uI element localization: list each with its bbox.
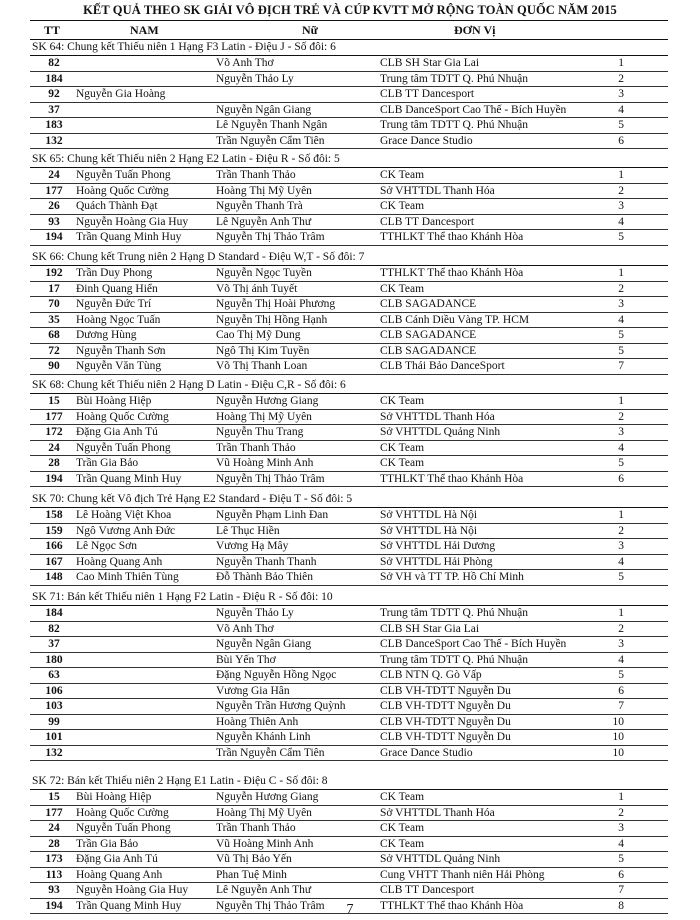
table-row [30,868,668,884]
female-dancer: Nguyễn Ngọc Tuyền [216,267,312,279]
couple-number: 113 [45,868,63,881]
couple-number: 183 [45,119,63,131]
table-row [30,730,668,746]
placement: 4 [618,837,624,850]
couple-number: 158 [45,509,63,521]
female-dancer: Hoàng Thị Mỹ Uyên [216,410,312,423]
female-dancer: Võ Thị ánh Tuyết [216,282,298,295]
couple-number: 72 [48,344,60,357]
placement: 3 [618,298,624,310]
table-row [30,637,668,653]
table-row [30,821,668,837]
female-dancer: Nguyễn Ngân Giang [216,103,312,116]
male-dancer: Nguyễn Đức Trí [76,298,152,310]
table-row [30,344,668,360]
placement: 6 [618,472,624,485]
couple-number: 194 [45,472,63,485]
placement: 1 [618,395,624,407]
table-row [30,622,668,638]
placement: 10 [612,731,624,743]
female-dancer: Nguyễn Thị Thảo Trâm [216,231,325,243]
placement: 6 [618,134,624,147]
couple-number: 93 [48,884,60,896]
table-row [30,746,668,762]
male-dancer: Dương Hùng [76,329,137,341]
male-dancer: Hoàng Quốc Cường [76,184,169,197]
couple-number: 177 [45,806,63,819]
club-name: CLB VH-TDTT Nguyễn Du [380,684,511,697]
placement: 3 [618,540,624,552]
couple-number: 24 [48,822,60,834]
club-name: Sở VHTTDL Hà Nội [380,524,478,537]
event-title: SK 65: Chung kết Thiếu niên 2 Hạng E2 Latin - Điệu R - Số đôi: 5 [30,152,668,168]
event-section [30,378,668,487]
club-name: CK Team [380,169,425,181]
club-name: Sở VH và TT TP. Hồ Chí Minh [380,571,524,583]
table-row [30,215,668,231]
event-title: SK 70: Chung kết Vô địch Trẻ Hạng E2 Standard - Điệu T - Số đôi: 5 [30,492,668,508]
couple-number: 82 [48,57,60,69]
placement: 2 [618,524,624,537]
event-section [30,590,668,761]
placement: 2 [618,282,624,295]
placement: 5 [618,231,624,243]
placement: 2 [618,806,624,819]
male-dancer: Bùi Hoàng Hiệp [76,791,152,803]
female-dancer: Võ Anh Thơ [216,57,274,69]
table-row [30,883,668,899]
placement: 5 [618,457,624,469]
club-name: CK Team [380,282,425,295]
placement: 3 [618,426,624,438]
page-number: 7 [346,902,354,917]
female-dancer: Trần Thanh Thảo [216,169,296,181]
male-dancer: Trần Gia Bảo [76,837,139,850]
placement: 5 [618,571,624,583]
couple-number: 106 [45,684,63,697]
couple-number: 68 [48,329,60,341]
table-row [30,806,668,822]
couple-number: 92 [48,88,60,100]
male-dancer: Lê Hoàng Việt Khoa [76,509,172,521]
club-name: CLB TT Dancesport [380,88,475,100]
couple-number: 93 [48,215,60,228]
female-dancer: Bùi Yến Thơ [216,653,276,666]
female-dancer: Đỗ Thành Bảo Thiên [216,571,313,583]
couple-number: 194 [45,899,63,912]
placement: 7 [618,884,624,896]
male-dancer: Nguyễn Tuấn Phong [76,822,171,834]
male-dancer: Nguyễn Tuấn Phong [76,441,171,454]
placement: 3 [618,822,624,834]
club-name: CLB DanceSport Cao Thế - Bích Huyền [380,638,567,650]
couple-number: 148 [45,571,63,583]
club-name: CLB TT Dancesport [380,215,475,228]
club-name: Sở VHTTDL Thanh Hóa [380,410,495,423]
female-dancer: Nguyễn Hương Giang [216,395,319,407]
couple-number: 82 [48,622,60,635]
table-row [30,297,668,313]
placement: 5 [618,669,624,681]
club-name: Sở VHTTDL Hà Nội [380,509,478,521]
female-dancer: Lê Nguyễn Anh Thư [216,884,312,896]
club-name: Sở VHTTDL Hải Phòng [380,555,493,568]
placement: 2 [618,184,624,197]
placement: 5 [618,853,624,865]
table-row [30,456,668,472]
club-name: CLB Thái Bảo DanceSport [380,360,505,372]
placement: 1 [618,267,624,279]
female-dancer: Trần Nguyễn Cẩm Tiên [216,134,325,147]
couple-number: 184 [45,607,63,619]
placement: 2 [618,72,624,85]
female-dancer: Nguyễn Thảo Ly [216,607,294,619]
event-section [30,492,668,586]
male-dancer: Bùi Hoàng Hiệp [76,395,152,407]
club-name: TTHLKT Thể thao Khánh Hòa [380,899,524,912]
female-dancer: Ngô Thị Kim Tuyền [216,344,310,357]
club-name: CLB VH-TDTT Nguyễn Du [380,700,511,712]
table-row [30,394,668,410]
event-section [30,40,668,149]
couple-number: 173 [45,853,63,865]
placement: 5 [618,119,624,131]
event-title: SK 71: Bán kết Thiếu niên 1 Hạng F2 Latin - Điệu R - Số đôi: 10 [30,590,668,606]
table-row [30,715,668,731]
female-dancer: Nguyễn Thanh Trà [216,200,303,212]
placement: 1 [618,509,624,521]
table-row [30,425,668,441]
male-dancer: Hoàng Quốc Cường [76,806,169,819]
male-dancer: Lê Ngọc Sơn [76,540,138,552]
male-dancer: Hoàng Quang Anh [76,868,163,881]
male-dancer: Đinh Quang Hiển [76,282,158,295]
placement: 3 [618,638,624,650]
couple-number: 132 [45,134,63,147]
placement: 6 [618,684,624,697]
female-dancer: Nguyễn Thị Hoài Phương [216,298,336,310]
couple-number: 15 [48,791,60,803]
placement: 10 [612,746,624,759]
female-dancer: Hoàng Thiên Anh [216,715,299,728]
placement: 5 [618,344,624,357]
table-row [30,524,668,540]
couple-number: 99 [48,715,60,728]
couple-number: 37 [48,638,60,650]
female-dancer: Nguyễn Thanh Thanh [216,555,317,568]
couple-number: 90 [48,360,60,372]
table-row [30,266,668,282]
couple-number: 166 [45,540,63,552]
female-dancer: Nguyễn Thu Trang [216,426,304,438]
female-dancer: Nguyễn Thị Thảo Trâm [216,472,325,485]
club-name: CLB SAGADANCE [380,344,477,357]
male-dancer: Hoàng Ngọc Tuấn [76,313,161,326]
table-row [30,852,668,868]
female-dancer: Trần Nguyễn Cẩm Tiên [216,746,325,759]
couple-number: 35 [48,313,60,326]
placement: 3 [618,200,624,212]
male-dancer: Nguyễn Thanh Sơn [76,344,166,357]
female-dancer: Nguyễn Khánh Linh [216,731,311,743]
female-dancer: Trần Thanh Thảo [216,441,296,454]
club-name: CK Team [380,837,425,850]
male-dancer: Cao Minh Thiên Tùng [76,571,179,583]
club-name: CLB Cánh Diều Vàng TP. HCM [380,313,530,326]
couple-number: 192 [45,267,63,279]
placement: 5 [618,329,624,341]
male-dancer: Đặng Gia Anh Tú [76,853,158,865]
club-name: Trung tâm TDTT Q. Phú Nhuận [380,607,529,619]
club-name: CLB SH Star Gia Lai [380,57,480,69]
male-dancer: Nguyễn Gia Hoàng [76,88,166,100]
female-dancer: Hoàng Thị Mỹ Uyên [216,806,312,819]
placement: 1 [618,607,624,619]
female-dancer: Hoàng Thị Mỹ Uyên [216,184,312,197]
club-name: CLB SH Star Gia Lai [380,622,480,635]
female-dancer: Lê Nguyễn Thanh Ngân [216,119,328,131]
table-row [30,103,668,119]
placement: 1 [618,791,624,803]
club-name: CK Team [380,457,425,469]
couple-number: 24 [48,441,60,454]
female-dancer: Nguyễn Thị Thảo Trâm [216,899,325,912]
column-header-tt: TT [44,23,61,37]
table-row [30,184,668,200]
table-row [30,118,668,134]
club-name: Sở VHTTDL Hải Dương [380,540,496,552]
placement: 1 [618,57,624,69]
club-name: Sở VHTTDL Quảng Ninh [380,426,501,438]
couple-number: 26 [48,200,60,212]
table-row [30,328,668,344]
couple-number: 70 [48,298,60,310]
placement: 10 [612,715,624,728]
table-row [30,555,668,571]
female-dancer: Trần Thanh Thảo [216,822,296,834]
male-dancer: Nguyễn Hoàng Gia Huy [76,215,189,228]
placement: 2 [618,410,624,423]
placement: 6 [618,868,624,881]
female-dancer: Vũ Thị Bảo Yến [216,853,292,865]
male-dancer: Trần Quang Minh Huy [76,899,182,912]
table-row [30,668,668,684]
table-row [30,199,668,215]
couple-number: 184 [45,72,63,85]
club-name: Trung tâm TDTT Q. Phú Nhuận [380,72,529,85]
female-dancer: Cao Thị Mỹ Dung [216,329,301,341]
couple-number: 172 [45,426,63,438]
male-dancer: Hoàng Quang Anh [76,555,163,568]
placement: 4 [618,653,624,666]
table-row [30,472,668,488]
table-row [30,606,668,622]
female-dancer: Đặng Nguyễn Hồng Ngọc [216,669,337,681]
placement: 4 [618,441,624,454]
club-name: CK Team [380,822,425,834]
event-title: SK 72: Bán kết Thiếu niên 2 Hạng E1 Latin - Điệu C - Số đôi: 8 [30,774,668,790]
table-row [30,790,668,806]
column-header-don-vi: ĐƠN Vị [454,23,496,37]
event-section [30,152,668,246]
event-section [30,250,668,375]
placement: 8 [618,899,624,912]
table-row [30,441,668,457]
club-name: TTHLKT Thể thao Khánh Hòa [380,231,524,243]
placement: 4 [618,103,624,116]
male-dancer: Ngô Vương Anh Đức [76,524,176,537]
couple-number: 101 [45,731,63,743]
table-row [30,230,668,246]
club-name: CK Team [380,200,425,212]
male-dancer: Hoàng Quốc Cường [76,410,169,423]
table-row [30,359,668,375]
table-header [30,20,668,40]
couple-number: 177 [45,184,63,197]
female-dancer: Vũ Hoàng Minh Anh [216,457,314,469]
club-name: CLB NTN Q. Gò Vấp [380,669,482,681]
female-dancer: Vương Hạ Mây [216,540,289,552]
female-dancer: Nguyễn Hương Giang [216,791,319,803]
couple-number: 177 [45,410,63,423]
club-name: Trung tâm TDTT Q. Phú Nhuận [380,119,529,131]
table-row [30,653,668,669]
club-name: Sở VHTTDL Thanh Hóa [380,184,495,197]
female-dancer: Nguyễn Ngân Giang [216,638,312,650]
male-dancer: Trần Duy Phong [76,267,153,279]
male-dancer: Trần Gia Bảo [76,457,139,469]
club-name: CLB DanceSport Cao Thế - Bích Huyền [380,103,567,116]
placement: 4 [618,555,624,568]
table-row [30,134,668,150]
placement: 7 [618,700,624,712]
couple-number: 167 [45,555,63,568]
club-name: Grace Dance Studio [380,134,473,147]
female-dancer: Võ Thị Thanh Loan [216,360,308,372]
club-name: TTHLKT Thể thao Khánh Hòa [380,472,524,485]
male-dancer: Nguyễn Tuấn Phong [76,169,171,181]
table-row [30,56,668,72]
club-name: CK Team [380,441,425,454]
placement: 7 [618,360,624,372]
club-name: CK Team [380,791,425,803]
female-dancer: Nguyễn Phạm Linh Đan [216,509,329,521]
club-name: Sở VHTTDL Quảng Ninh [380,853,501,865]
table-row [30,168,668,184]
column-header-nu: Nữ [302,23,318,37]
placement: 4 [618,313,624,326]
male-dancer: Quách Thành Đạt [76,200,158,212]
couple-number: 180 [45,653,63,666]
female-dancer: Phan Tuệ Minh [216,868,287,881]
event-title: SK 68: Chung kết Thiếu niên 2 Hạng D Latin - Điệu C,R - Số đôi: 6 [30,378,668,394]
event-title: SK 66: Chung kết Trung niên 2 Hạng D Standard - Điệu W,T - Số đôi: 7 [30,250,668,266]
couple-number: 28 [48,457,60,469]
couple-number: 132 [45,746,63,759]
female-dancer: Nguyễn Thị Hồng Hạnh [216,313,328,326]
couple-number: 159 [45,524,63,537]
table-row [30,570,668,586]
couple-number: 24 [48,169,60,181]
table-row [30,313,668,329]
table-row [30,410,668,426]
couple-number: 194 [45,231,63,243]
club-name: CLB VH-TDTT Nguyễn Du [380,715,511,728]
club-name: CLB SAGADANCE [380,298,477,310]
club-name: CLB VH-TDTT Nguyễn Du [380,731,511,743]
club-name: CLB SAGADANCE [380,329,477,341]
couple-number: 63 [48,669,60,681]
couple-number: 103 [45,700,63,712]
female-dancer: Lê Nguyễn Anh Thư [216,215,312,228]
couple-number: 17 [48,282,60,295]
table-row [30,508,668,524]
female-dancer: Nguyễn Thảo Ly [216,72,294,85]
male-dancer: Đặng Gia Anh Tú [76,426,158,438]
table-row [30,699,668,715]
club-name: TTHLKT Thể thao Khánh Hòa [380,267,524,279]
male-dancer: Nguyễn Hoàng Gia Huy [76,884,189,896]
male-dancer: Nguyễn Văn Tùng [76,360,162,372]
male-dancer: Trần Quang Minh Huy [76,472,182,485]
table-row [30,837,668,853]
male-dancer: Trần Quang Minh Huy [76,231,182,243]
event-title: SK 64: Chung kết Thiếu niên 1 Hạng F3 Latin - Điệu J - Số đôi: 6 [30,40,668,56]
club-name: CK Team [380,395,425,407]
club-name: Grace Dance Studio [380,746,473,759]
table-row [30,72,668,88]
club-name: Trung tâm TDTT Q. Phú Nhuận [380,653,529,666]
table-row [30,539,668,555]
placement: 1 [618,169,624,181]
placement: 4 [618,215,624,228]
female-dancer: Lê Thục Hiền [216,524,280,537]
table-row [30,87,668,103]
couple-number: 28 [48,837,60,850]
event-section [30,774,668,914]
female-dancer: Nguyễn Trần Hương Quỳnh [216,700,346,712]
column-header-nam: NAM [130,23,159,37]
club-name: CLB TT Dancesport [380,884,475,896]
couple-number: 15 [48,395,60,407]
female-dancer: Vũ Hoàng Minh Anh [216,837,314,850]
female-dancer: Vương Gia Hân [216,684,290,697]
table-row [30,282,668,298]
club-name: Cung VHTT Thanh niên Hải Phòng [380,868,545,881]
female-dancer: Võ Anh Thơ [216,622,274,635]
placement: 2 [618,622,624,635]
couple-number: 37 [48,103,60,116]
club-name: Sở VHTTDL Thanh Hóa [380,806,495,819]
placement: 3 [618,88,624,100]
page-title: KẾT QUẢ THEO SK GIẢI VÔ ĐỊCH TRẺ VÀ CÚP KVTT MỞ RỘNG TOÀN QUỐC NĂM 2015 [83,3,617,17]
table-row [30,684,668,700]
